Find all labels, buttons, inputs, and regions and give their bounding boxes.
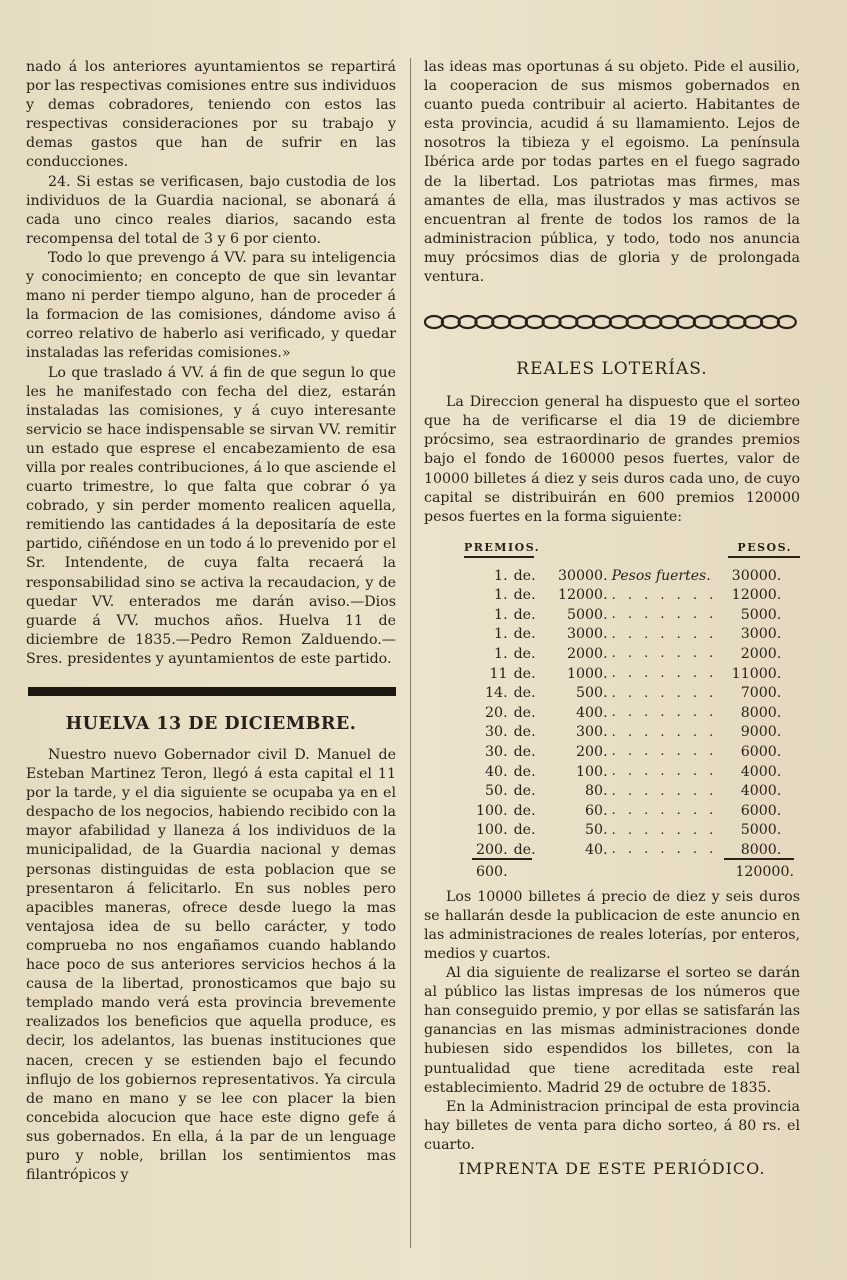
prize-row (476, 683, 781, 703)
right-column (424, 58, 800, 1178)
prize-row (476, 644, 781, 664)
prize-de: de. (513, 645, 536, 662)
prize-amount: 50. (585, 822, 608, 839)
ornament-link (593, 316, 611, 328)
prize-fill: . . . . . . . (611, 666, 718, 682)
prize-de: de. (513, 626, 536, 643)
prize-amount: 60. (585, 802, 608, 819)
ornament-link (576, 316, 594, 328)
prize-row (476, 605, 781, 625)
paragraph-administracion: En la Administracion principal de esta provincia hay billetes de venta para dicho sorteo, á 80 rs. el cuarto. (424, 1098, 800, 1153)
prize-fill: . . . . . . . (611, 822, 718, 838)
ornament-link (526, 316, 544, 328)
prize-fill: . . . . . . . (611, 803, 718, 819)
totals-rule-left (472, 858, 532, 860)
prize-count: 1. (494, 626, 508, 643)
prize-de: de. (513, 763, 536, 780)
prize-count: 20. (485, 704, 508, 721)
prize-header-rules (464, 556, 800, 558)
prize-total: 30000. (731, 567, 782, 584)
prize-row (476, 762, 781, 782)
prize-fill: . . . . . . . (611, 646, 718, 662)
prize-fill: . . . . . . . (611, 842, 718, 858)
prize-de: de. (513, 685, 536, 702)
prize-total: 12000. (731, 587, 782, 604)
header-rule-left (464, 556, 534, 558)
prize-fill: . . . . . . . (611, 685, 718, 701)
prize-total: 4000. (740, 783, 782, 800)
prize-total: 2000. (740, 645, 782, 662)
imprint: IMPRENTA DE ESTE PERIÓDICO. (458, 1159, 766, 1178)
ornament-link (627, 316, 645, 328)
prize-count: 30. (485, 743, 508, 760)
prize-fill: . . . . . . . (611, 587, 718, 603)
prize-count: 30. (485, 724, 508, 741)
total-count: 600. (476, 863, 508, 880)
prize-total: 6000. (740, 802, 782, 819)
prize-de: de. (513, 783, 536, 800)
section-heading-huelva: HUELVA 13 DE DICIEMBRE. (65, 714, 357, 734)
ornament-link (509, 316, 527, 328)
prize-fill: . . . . . . . (611, 724, 718, 740)
prize-amount: 30000. (557, 567, 608, 584)
prize-amount: 1000. (566, 665, 608, 682)
ornament-link (643, 316, 661, 328)
prize-fill: . . . . . . . (611, 626, 718, 642)
ornament-link (694, 316, 712, 328)
prize-fill: . . . . . . . (611, 783, 718, 799)
prize-fill: Pesos fuertes. (611, 567, 711, 584)
prize-row (476, 821, 781, 841)
column-divider (410, 58, 411, 1248)
prize-count: 14. (485, 685, 508, 702)
section-title-loterias: REALES LOTERÍAS. (516, 359, 708, 380)
prize-de: de. (513, 704, 536, 721)
prize-row (476, 742, 781, 762)
prize-total: 5000. (740, 606, 782, 623)
section-rule (28, 687, 396, 696)
paragraph-continued-right: las ideas mas oportunas á su objeto. Pide el ausilio, la cooperacion de sus mismos gobernados en cuanto pueda contribuir al acierto. Habitantes de esta provincia, acudid á su llamamiento. Lejos de nosotros la tibieza y el egoismo. La península Ibérica arde por todas partes en el fuego sagrado de la libertad. Los patriotas mas firmes, mas amantes de ella, mas ilustrados y mas activos se encuentran al frente de todos los ramos de la administracion pública, y todo, todo nos anuncia muy prócsimos dias de gloria y de prolongada ventura. (424, 59, 800, 286)
prize-total: 5000. (740, 822, 782, 839)
prize-amount: 100. (576, 763, 608, 780)
prize-amount: 5000. (566, 606, 608, 623)
total-sum: 120000. (735, 863, 794, 880)
prize-row (476, 625, 781, 645)
prize-de: de. (513, 587, 536, 604)
ornament-link (744, 316, 762, 328)
prize-amount: 3000. (566, 626, 608, 643)
ornament-link (711, 316, 729, 328)
ornament-link (677, 316, 695, 328)
prize-fill: . . . . . . . (611, 764, 718, 780)
prize-count: 1. (494, 567, 508, 584)
prize-fill: . . . . . . . (611, 705, 718, 721)
prize-count: 200. (476, 841, 508, 858)
prize-amount: 200. (576, 743, 608, 760)
paragraph-listas: Al dia siguiente de realizarse el sorteo se darán al público las listas impresas de los números que han conseguido premio, y por ellas se satisfarán las ganancias en las mismas administraciones donde hubiesen sido espendidos los billetes, con la puntualidad que tiene acreditada este real establecimiento. Madrid 29 de octubre de 1835. (424, 965, 800, 1096)
header-pesos: PESOS. (737, 540, 792, 554)
prize-amount: 40. (585, 841, 608, 858)
paragraph-transmittal: Lo que traslado á VV. á fin de que segun lo que les he manifestado con fecha del diez, estarán instaladas las comisiones, y á cuyo interesante servicio se hace indispensable se sirvan VV. remitir un estado que esprese el encabezamiento de esa villa por reales contribuciones, á lo que asciende el cuarto trimestre, lo que falta que cobrar ó ya cobrado, y sin perder momento realicen aquella, remitiendo las cantidades á la depositaría de este partido, ciñéndose en un todo á lo prevenido por el Sr. Intendente, de cuya falta recaerá la responsabilidad sino se activa la recaudacion, y de quedar VV. enterados me darán aviso.—Dios guarde á VV. muchos años. Huelva 11 de diciembre de 1835.—Pedro Remon Zalduendo.—Sres. presidentes y ayuntamientos de este partido. (26, 364, 396, 667)
paragraph-article-24: 24. Si estas se verificasen, bajo custodia de los individuos de la Guardia nacional, se abonará á cada uno cinco reales diarios, sacando esta recompensa del total de 3 y 6 por ciento. (26, 173, 396, 247)
prize-count: 1. (494, 587, 508, 604)
ornament-link (425, 316, 443, 328)
prize-total: 3000. (740, 626, 782, 643)
prize-de: de. (513, 822, 536, 839)
ornament-link (475, 316, 493, 328)
prize-table-header (464, 541, 792, 554)
ornament-link (610, 316, 628, 328)
left-column (26, 58, 396, 1185)
prize-de: de. (513, 841, 536, 858)
prize-fill: . . . . . . . (611, 744, 718, 760)
ornament-link (778, 316, 796, 328)
paragraph-instructions: Todo lo que prevengo á VV. para su inteligencia y conocimiento; en concepto de que sin levantar mano ni perder tiempo alguno, han de proceder á la formacion de las comisiones, dándome aviso á correo relativo de haberlo asi verificado, y quedar instaladas las referidas comisiones.» (26, 249, 396, 362)
prize-total: 8000. (740, 841, 782, 858)
prize-row (476, 585, 781, 605)
prize-table (476, 566, 781, 860)
prize-de: de. (513, 665, 536, 682)
prize-count: 40. (485, 763, 508, 780)
prize-total: 9000. (740, 724, 782, 741)
ornament-chain-icon (424, 309, 800, 335)
ornament-link (761, 316, 779, 328)
prize-row (476, 723, 781, 743)
totals-rule-right (724, 858, 794, 860)
ornament-link (492, 316, 510, 328)
prize-total: 6000. (740, 743, 782, 760)
prize-total: 4000. (740, 763, 782, 780)
prize-amount: 2000. (566, 645, 608, 662)
prize-amount: 500. (576, 685, 608, 702)
prize-totals (476, 864, 794, 880)
prize-row (476, 703, 781, 723)
prize-count: 100. (476, 802, 508, 819)
prize-total: 8000. (740, 704, 782, 721)
prize-count: 1. (494, 606, 508, 623)
ornamental-border (424, 309, 800, 335)
ornament-link (660, 316, 678, 328)
paragraph-lottery-intro: La Direccion general ha dispuesto que el sorteo que ha de verificarse el dia 19 de diciembre prócsimo, sea estraordinario de grandes premios bajo el fondo de 160000 pesos fuertes, valor de 10000 billetes á diez y seis duros cada uno, de cuyo capital se distribuirán en 600 premios 120000 pesos fuertes en la forma siguiente: (424, 394, 800, 525)
header-rule-right (728, 556, 800, 558)
prize-de: de. (513, 724, 536, 741)
ornament-link (543, 316, 561, 328)
prize-de: de. (513, 567, 536, 584)
prize-de: de. (513, 743, 536, 760)
prize-row (476, 781, 781, 801)
prize-count: 100. (476, 822, 508, 839)
prize-count: 11 (489, 665, 508, 682)
ornament-link (727, 316, 745, 328)
prize-amount: 300. (576, 724, 608, 741)
prize-amount: 400. (576, 704, 608, 721)
prize-amount: 80. (585, 783, 608, 800)
ornament-link (559, 316, 577, 328)
prize-de: de. (513, 606, 536, 623)
prize-row (476, 664, 781, 684)
ornament-link (442, 316, 460, 328)
prize-count: 1. (494, 645, 508, 662)
prize-amount: 12000. (557, 587, 608, 604)
paragraph-governor: Nuestro nuevo Gobernador civil D. Manuel de Esteban Martinez Teron, llegó á esta capital el 11 por la tarde, y el dia siguiente se ocupaba ya en el despacho de los negocios, habiendo recibido con la mayor afabilidad y llaneza á los individuos de la municipalidad, de la Guardia nacional y demas personas distinguidas de esta poblacion que se presentaron á felicitarlo. En sus nobles pero apacibles maneras, ofrece desde luego la mas ventajosa idea de su bello carácter, y todo comprueba no nos engañamos cuando hablando hace poco de sus anteriores servicios hechos á la causa de la libertad, pronosticamos que bajo su templado mando verá esta provincia brevemente realizados los beneficios que aquella produce, es decir, los adelantos, las buenas instituciones que nacen, crecen y se estienden bajo el fecundo influjo de los gobiernos representativos. Ya circula de mano en mano y se lee con placer la bien concebida alocucion que hace este digno gefe á sus gobernados. En ella, á la par de un lenguage puro y noble, brillan los sentimientos mas filantrópicos y (26, 747, 396, 1184)
header-premios: PREMIOS. (464, 540, 541, 554)
prize-fill: . . . . . . . (611, 607, 718, 623)
paragraph-billetes: Los 10000 billetes á precio de diez y seis duros se hallarán desde la publicacion de este anuncio en las administraciones de reales loterías, por enteros, medios y cuartos. (424, 888, 800, 962)
prize-total: 7000. (740, 685, 782, 702)
ornament-link (459, 316, 477, 328)
prize-row (476, 566, 781, 586)
prize-total: 11000. (731, 665, 782, 682)
prize-count: 50. (485, 783, 508, 800)
prize-row (476, 801, 781, 821)
paragraph-continued: nado á los anteriores ayuntamientos se repartirá por las respectivas comisiones entre sus individuos y demas cobradores, teniendo con estos las respectivas consideraciones por su trabajo y demas gastos que han de sufrir en las conducciones. (26, 59, 396, 171)
prize-de: de. (513, 802, 536, 819)
